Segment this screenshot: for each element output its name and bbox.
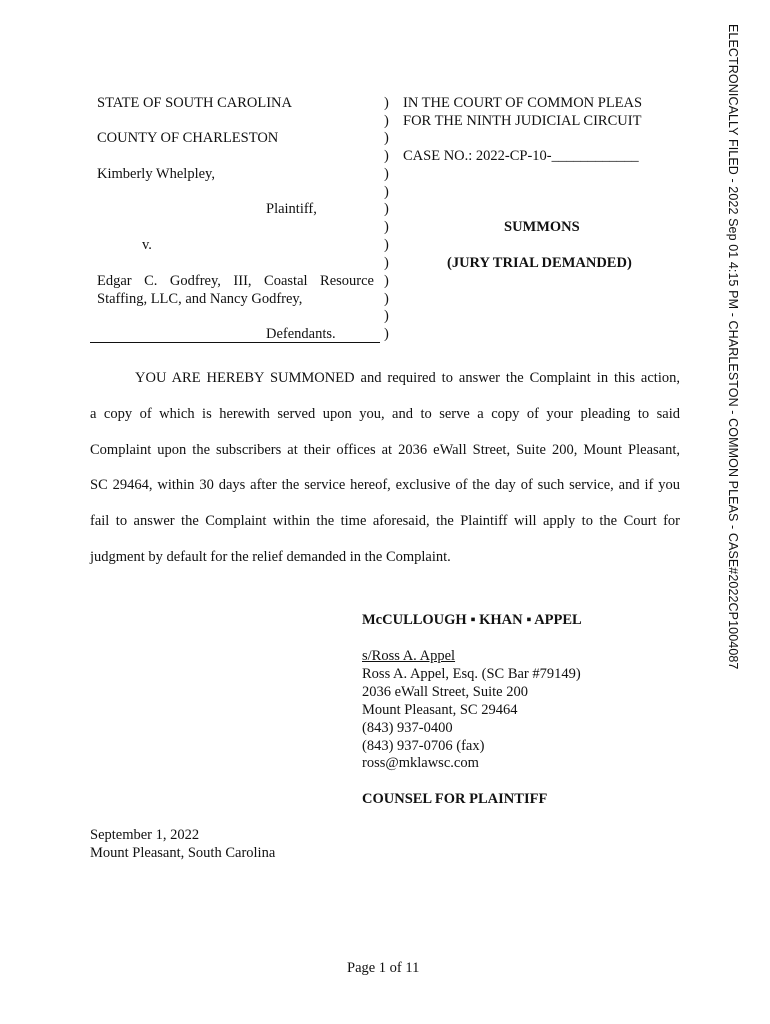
state-label: STATE OF SOUTH CAROLINA [97,95,292,111]
filing-date: September 1, 2022 [90,827,200,843]
caption-paren: ) [384,308,389,324]
caption-paren: ) [384,148,389,164]
defendants-line-1: Edgar C. Godfrey, III, Coastal Resource [97,273,374,289]
court-name-line-1: IN THE COURT OF COMMON PLEAS [403,95,643,111]
caption-paren: ) [384,273,389,289]
body-line: Complaint upon the subscribers at their offices at 2036 eWall Street, Suite 200, Mount Pleasant, [90,441,680,458]
body-line: SC 29464, within 30 days after the service hereof, exclusive of the day of such service, and if you [90,477,680,494]
body-line: YOU ARE HEREBY SUMMONED and required to answer the Complaint in this action, [135,370,680,386]
electronic-filing-stamp: ELECTRONICALLY FILED - 2022 Sep 01 4:15 PM - CHARLESTON - COMMON PLEAS - CASE#2022CP1004087 [726,24,740,670]
caption-paren: ) [384,95,389,111]
court-name-line-2: FOR THE NINTH JUDICIAL CIRCUIT [403,113,642,129]
caption-paren: ) [384,219,389,235]
defendants-line-2: Staffing, LLC, and Nancy Godfrey, [97,291,303,307]
defendants-label: Defendants. [266,326,336,342]
counsel-role: COUNSEL FOR PLAINTIFF [362,791,548,807]
body-line: judgment by default for the relief demanded in the Complaint. [90,548,451,565]
filing-place: Mount Pleasant, South Carolina [90,845,276,861]
body-line: a copy of which is herewith served upon you, and to serve a copy of your pleading to said [90,405,680,422]
jury-demand: (JURY TRIAL DEMANDED) [447,255,632,271]
email-address: ross@mklawsc.com [362,755,479,771]
caption-underline [90,342,380,343]
case-number: CASE NO.: 2022-CP-10-____________ [403,148,639,164]
body-line: fail to answer the Complaint within the time aforesaid, the Plaintiff will apply to the Court for [90,513,680,530]
address-line-1: 2036 eWall Street, Suite 200 [362,684,528,700]
county-label: COUNTY OF CHARLESTON [97,130,279,146]
caption-paren: ) [384,184,389,200]
caption-paren: ) [384,291,389,307]
phone-number: (843) 937-0400 [362,720,453,736]
attorney-name: Ross A. Appel, Esq. (SC Bar #79149) [362,666,581,682]
plaintiff-label: Plaintiff, [266,201,317,217]
caption-paren: ) [384,237,389,253]
law-firm-name: McCULLOUGH ▪ KHAN ▪ APPEL [362,612,582,628]
plaintiff-name: Kimberly Whelpley, [97,166,215,182]
caption-paren: ) [384,166,389,182]
document-title: SUMMONS [504,219,580,235]
page-number: Page 1 of 11 [347,960,420,976]
electronic-signature: s/Ross A. Appel [362,648,456,664]
summons-body [90,361,680,576]
versus-label: v. [142,237,152,253]
caption-paren: ) [384,113,389,129]
caption-paren: ) [384,326,389,342]
caption-paren: ) [384,255,389,271]
address-line-2: Mount Pleasant, SC 29464 [362,702,518,718]
fax-number: (843) 937-0706 (fax) [362,738,485,754]
caption-paren: ) [384,201,389,217]
caption-paren: ) [384,130,389,146]
